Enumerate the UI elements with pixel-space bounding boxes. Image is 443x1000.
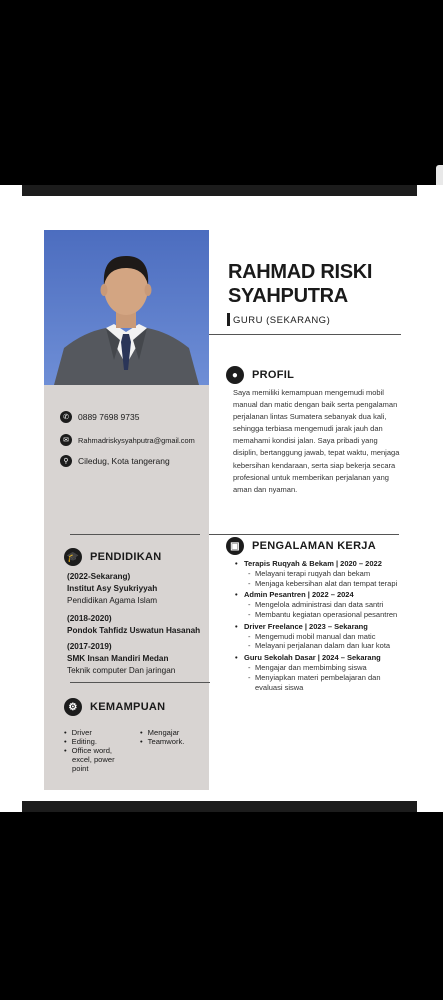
bottom-bar	[22, 801, 417, 812]
edu-years: (2017-2019)	[67, 642, 112, 651]
job-title: • Driver Freelance | 2023 – Sekarang	[235, 622, 410, 632]
skill-item: • Driver	[72, 728, 128, 737]
divider-right-top	[209, 334, 401, 335]
edu-school: Pondok Tahfidz Uswatun Hasanah	[67, 626, 201, 635]
edu-years: (2018-2020)	[67, 614, 112, 623]
job-task: - Menjaga kebersihan alat dan tempat terapi	[255, 579, 410, 589]
skill-item: • Mengajar	[148, 728, 200, 737]
user-icon: ●	[226, 366, 244, 384]
phone-icon: ✆	[60, 411, 72, 423]
edu-field: Pendidikan Agama Islam	[67, 596, 158, 605]
job-title: • Terapis Ruqyah & Bekam | 2020 – 2022	[235, 559, 410, 569]
edu-school: SMK Insan Mandiri Medan	[67, 654, 169, 663]
edu-item-2	[67, 613, 200, 637]
name-heading	[228, 260, 372, 308]
contact-phone	[60, 411, 139, 423]
edu-item-1	[67, 571, 157, 607]
role-accent-bar	[227, 313, 230, 326]
location-icon: ⚲	[60, 455, 72, 467]
job-task: - Mengelola administrasi dan data santri	[255, 600, 410, 610]
pendidikan-title: PENDIDIKAN	[90, 551, 162, 563]
pengalaman-header	[226, 537, 376, 555]
skill-item: • Teamwork.	[148, 737, 200, 746]
kemampuan-header	[64, 698, 165, 716]
edu-years: (2022-Sekarang)	[67, 572, 131, 581]
job-task: - Mengajar dan membimbing siswa	[255, 663, 410, 673]
job-title: • Guru Sekolah Dasar | 2024 – Sekarang	[235, 653, 410, 663]
kemampuan-title: KEMAMPUAN	[90, 701, 166, 713]
skill-item: • Office word, excel, power point	[72, 746, 128, 773]
briefcase-icon: ▣	[226, 537, 244, 555]
divider-left-low	[70, 682, 210, 683]
profil-header	[226, 366, 294, 384]
contact-location	[60, 455, 170, 467]
graduation-cap-icon: 🎓	[64, 548, 82, 566]
divider-left-mid	[70, 534, 200, 535]
pendidikan-header	[64, 548, 161, 566]
edu-school: Institut Asy Syukriyyah	[67, 584, 158, 593]
profil-title: PROFIL	[252, 369, 295, 381]
edu-item-3	[67, 641, 175, 677]
job-task: - Melayani terapi ruqyah dan bekam	[255, 569, 410, 579]
gear-icon: ⚙	[64, 698, 82, 716]
skills-list-2	[140, 728, 200, 746]
profile-photo	[44, 230, 209, 385]
phone-text: 0889 7698 9735	[78, 412, 140, 422]
top-bar	[22, 185, 417, 196]
role-text: GURU (SEKARANG)	[233, 315, 331, 326]
divider-right-mid	[209, 534, 399, 535]
job-task: - Menyiapkan materi pembelajaran dan evaluasi siswa	[255, 673, 410, 693]
name-line-1: RAHMAD RISKI	[228, 261, 373, 283]
job-item	[235, 559, 410, 588]
email-text: Rahmadriskysyahputra@gmail.com	[78, 435, 195, 445]
skill-item: • Editing.	[72, 737, 128, 746]
skills-list-1	[64, 728, 128, 773]
jobs-list	[235, 559, 410, 694]
profil-text: Saya memiliki kemampuan mengemudi mobil manual dan matic dengan baik serta pengalaman perjalanan lintas Sumatera sebanyak dua kali, sehingga terbiasa mengemudi jarak jauh dan memahami kondisi jalan. Saya pribadi yang disiplin, bertanggung jawab, tepat waktu, menjaga kebersihan kendaraan, serta siap bekerja secara profesional untuk memberikan perjalanan yang aman dan nyaman.	[233, 388, 400, 494]
pengalaman-title: PENGALAMAN KERJA	[252, 540, 376, 552]
cv-document	[0, 185, 443, 812]
email-icon: ✉	[60, 434, 72, 446]
job-item	[235, 653, 410, 692]
job-task: - Mengemudi mobil manual dan matic	[255, 632, 410, 642]
edu-field: Teknik computer Dan jaringan	[67, 666, 176, 675]
job-task: - Membantu kegiatan operasional pesantren	[255, 610, 410, 620]
location-text: Ciledug, Kota tangerang	[78, 456, 170, 466]
job-item	[235, 622, 410, 651]
contact-email	[60, 434, 195, 446]
job-task: - Melayani perjalanan dalam dan luar kota	[255, 641, 410, 651]
job-item	[235, 590, 410, 619]
name-line-2: SYAHPUTRA	[228, 285, 348, 307]
job-title: • Admin Pesantren | 2022 – 2024	[235, 590, 410, 600]
